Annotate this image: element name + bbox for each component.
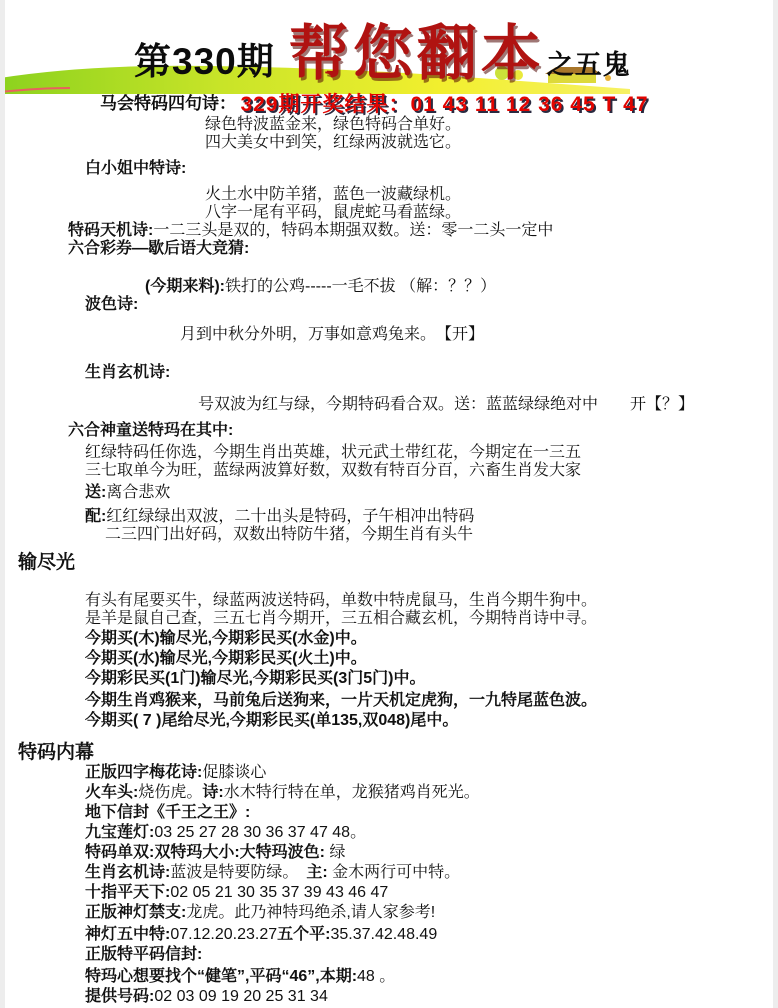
xuanji-zhu-text: 金木两行可中特。	[327, 864, 461, 881]
xuanji-line	[85, 864, 772, 882]
jinzhi-label: 正版神灯禁支:	[85, 904, 187, 921]
song-line	[85, 484, 772, 502]
masthead	[134, 6, 631, 92]
meihua-label: 正版四字梅花诗:	[85, 764, 203, 781]
baixiaojie-label: 白小姐中特诗:	[85, 160, 187, 177]
shizhi-label: 十指平天下:	[85, 884, 171, 901]
shizhi-text: 02 05 21 30 35 37 39 43 46 47	[170, 884, 389, 901]
bose-text: 月到中秋分外明，万事如意鸡兔来。 【开】	[180, 326, 485, 343]
body-text	[0, 116, 772, 1006]
poem-line: 八字一尾有平码，鼠虎蛇马看蓝绿。	[205, 204, 462, 221]
xinfeng-label: 地下信封《千王之王》:	[85, 804, 251, 821]
bose-label: 波色诗:	[85, 296, 139, 313]
xuanji-zhu-label: 主:	[290, 864, 328, 881]
haoma-text: 02 03 09 19 20 25 31 34	[154, 988, 328, 1005]
huoche-label: 火车头:	[85, 784, 139, 801]
xuanji-label: 生肖玄机诗:	[85, 864, 171, 881]
song-label: 送:	[85, 484, 107, 501]
shentong-line: 红绿特码任你选，今期生肖出英雄，状元武土带红花，今期定在一三五	[85, 444, 582, 461]
haoma-line	[85, 988, 772, 1006]
wugeping-label: 五个平:	[277, 926, 331, 943]
poem-line: 火土水中防羊猪，蓝色一波藏绿机。	[205, 186, 462, 203]
jiubao-line	[85, 824, 772, 842]
xiehouyu-label: 六合彩券—歇后语大竞猜:	[68, 240, 250, 257]
shujinguang-line: 今期彩民买(1门)输尽光,今期彩民买(3门5门)中。	[85, 670, 426, 687]
huoche-shi-text: 水木特行特在单，龙猴猪鸡肖死光。	[223, 784, 480, 801]
pingma-label: 正版特平码信封:	[85, 946, 203, 963]
wugeping-text: 35.37.42.48.49	[330, 926, 438, 943]
page-subtitle: 之五鬼	[546, 50, 631, 80]
jiubao-text: 03 25 27 28 30 36 37 47 48。	[154, 824, 367, 841]
jinzhi-line	[85, 904, 772, 922]
shizhi-line	[85, 884, 772, 902]
shengxiao-label: 生肖玄机诗:	[85, 364, 171, 381]
shujinguang-line: 今期生肖鸡猴来，马前兔后送狗来，一片天机定虎狗，一九特尾蓝色波。	[85, 692, 598, 709]
left-page-edge	[0, 0, 5, 1008]
draw-result: 329期开奖结果：01 43 11 12 36 45 T 47	[240, 93, 649, 116]
texma-text: 48 。	[357, 968, 396, 985]
poem-line: 绿色特波蓝金来，绿色特码合单好。	[205, 116, 462, 133]
shujinguang-line: 是羊是鼠自己查，三五七肖今期开，三五相合藏玄机，今期特肖诗中寻。	[85, 610, 598, 627]
pei-line2: 二三四门出好码，双数出特防牛猪，今期生肖有头牛	[105, 526, 474, 543]
wuzhong-label: 神灯五中特:	[85, 926, 171, 943]
texma-line	[85, 968, 772, 986]
result-row	[100, 88, 649, 118]
wuzhong-line	[85, 926, 772, 944]
huoche-shi-label: 诗:	[202, 784, 224, 801]
shentong-label: 六合神童送特玛在其中:	[68, 422, 234, 439]
pei-label: 配:	[85, 508, 107, 525]
issue-number: 第330期	[134, 41, 275, 82]
shujinguang-line: 今期买( 7 )尾给尽光,今期彩民买(单135,双048)尾中。	[85, 712, 459, 729]
shujinguang-line: 今期买(水)输尽光,今期彩民买(火土)中。	[85, 650, 367, 667]
tianji-line	[68, 222, 772, 240]
haoma-label: 提供号码:	[85, 988, 155, 1005]
danshuang-text: 绿	[325, 844, 346, 861]
shujinguang-line: 有头有尾要买牛，绿蓝两波送特码，单数中特虎鼠马，生肖今期牛狗中。	[85, 592, 598, 609]
right-page-edge	[773, 0, 778, 1008]
danshuang-line	[85, 844, 772, 862]
sihju-poem-label: 马会特码四句诗：	[100, 94, 236, 113]
pei-text: 红红绿绿出双波，二十出头是特码，子午相冲出特码	[106, 508, 475, 525]
song-text: 离合悲欢	[106, 484, 171, 501]
page-title: 帮您翻本	[288, 19, 545, 89]
danshuang-label: 特码单双:双特玛大小:大特玛波色:	[85, 844, 325, 861]
poem-line: 四大美女中到笑，红绿两波就选它。	[205, 134, 462, 151]
texma-label: 特玛心想要找个“健笔”,平码“46”,本期:	[85, 968, 358, 985]
huoche-line	[85, 784, 772, 802]
shengxiao-text: 号双波为红与绿，今期特码看合双。送：蓝蓝绿绿绝对中 开【？】	[198, 396, 695, 413]
jinzhi-text: 龙虎。此乃神特玛绝杀,请人家参考!	[186, 904, 436, 921]
lailiao-text: 铁打的公鸡-----一毛不拔 （解：？？）	[225, 278, 497, 295]
lailiao-label: (今期来料):	[145, 278, 225, 295]
shujinguang-line: 今期买(木)输尽光,今期彩民买(水金)中。	[85, 630, 367, 647]
lailiao-line	[145, 278, 772, 296]
shentong-line: 三七取单今为旺，蓝绿两波算好数，双数有特百分百，六畜生肖发大家	[85, 462, 582, 479]
huoche-text: 烧伤虎。	[138, 784, 203, 801]
tianji-text: 一二三头是双的，特码本期强双数。送：零一二头一定中	[153, 222, 554, 239]
xuanji-text: 蓝波是特要防绿。	[170, 864, 291, 881]
wuzhong-text: 07.12.20.23.27	[170, 926, 278, 943]
meihua-text: 促膝谈心	[202, 764, 267, 781]
section-title-neimu: 特码内幕	[18, 742, 95, 763]
tianji-label: 特码天机诗:	[68, 222, 154, 239]
jiubao-label: 九宝莲灯:	[85, 824, 155, 841]
meihua-line	[85, 764, 772, 782]
section-title-shujinguang: 输尽光	[18, 552, 76, 573]
pei-line	[85, 508, 772, 526]
